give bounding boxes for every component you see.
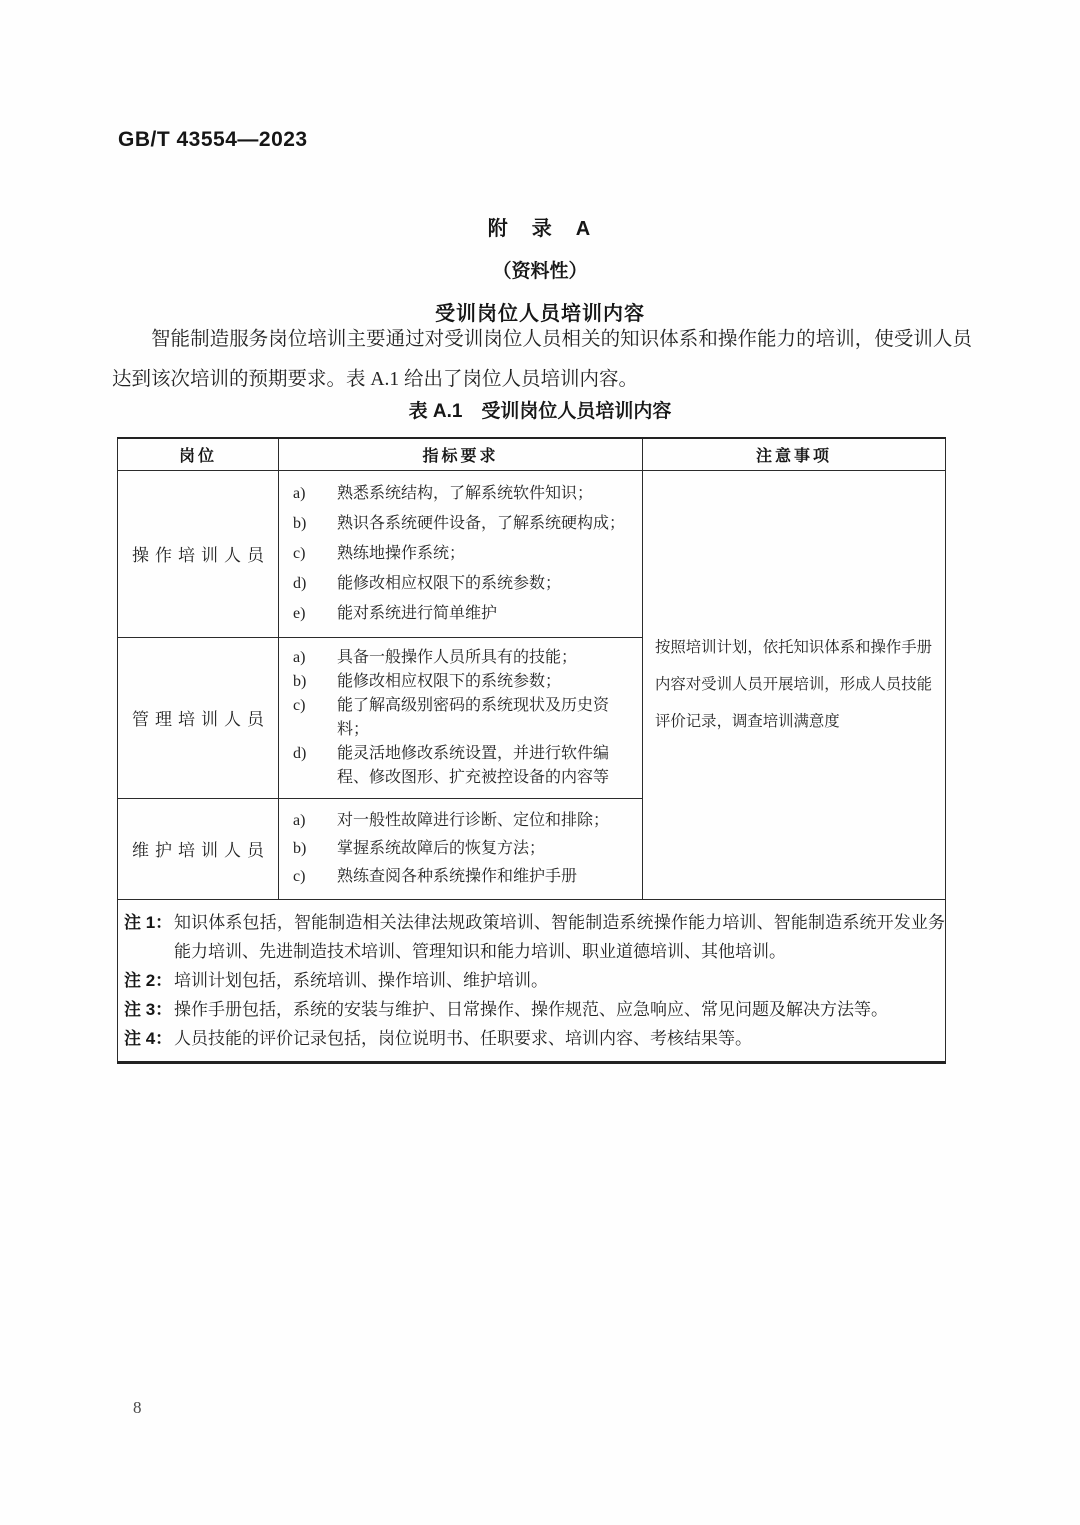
item-text: 能修改相应权限下的系统参数； <box>337 574 562 592</box>
col-header-position: 岗位 <box>118 438 279 470</box>
item-text: 具备一般操作人员所具有的技能； <box>337 648 578 666</box>
item-marker: d) <box>293 574 307 592</box>
table-caption: 表 A.1 受训岗位人员培训内容 <box>408 401 672 422</box>
note-label: 注 4： <box>124 1028 173 1048</box>
note-text: 知识体系包括，智能制造相关法律法规政策培训、智能制造系统操作能力培训、智能制造系统开发业务能力培训、先进制造技术培训、管理知识和能力培训、职业道德培训、其他培训。 <box>174 912 945 961</box>
requirement-item <box>291 646 640 670</box>
intro-paragraph: 智能制造服务岗位培训主要通过对受训岗位人员相关的知识体系和操作能力的培训，使受训人员达到该次培训的预期要求。表 A.1 给出了岗位人员培训内容。 <box>112 329 972 390</box>
item-marker: b) <box>293 839 307 857</box>
row-position-label: 管理培训人员 <box>118 637 279 798</box>
row-position-label: 维护培训人员 <box>118 798 279 899</box>
item-marker: b) <box>293 672 307 690</box>
table-row-operator <box>118 470 946 637</box>
item-marker: a) <box>293 811 306 829</box>
item-text: 熟识各系统硬件设备，了解系统硬构成； <box>337 514 626 532</box>
page-number: 8 <box>133 1398 142 1417</box>
note-item <box>124 1024 945 1053</box>
item-text: 熟悉系统结构，了解系统软件知识； <box>337 484 594 502</box>
requirement-item <box>291 742 640 790</box>
item-text: 熟练地操作系统； <box>337 544 466 562</box>
row-position-label: 操作培训人员 <box>118 470 279 637</box>
requirement-item <box>291 599 640 629</box>
item-marker: a) <box>293 484 306 502</box>
item-text: 能修改相应权限下的系统参数； <box>337 672 562 690</box>
item-text: 对一般性故障进行诊断、定位和排除； <box>337 811 610 829</box>
item-marker: c) <box>293 544 306 562</box>
doc-number: GB/T 43554—2023 <box>118 128 308 151</box>
appendix-heading: 受训岗位人员培训内容 <box>435 303 645 325</box>
col-header-requirements: 指标要求 <box>279 438 643 470</box>
item-marker: a) <box>293 648 306 666</box>
requirement-item <box>291 670 640 694</box>
care-note-text: 按照培训计划，依托知识体系和操作手册内容对受训人员开展培训，形成人员技能评价记录，调查培训满意度 <box>655 639 933 730</box>
item-text: 能了解高级别密码的系统现状及历史资料； <box>337 696 610 738</box>
training-table <box>117 437 946 1064</box>
appendix-title-block <box>0 212 1080 326</box>
requirement-item <box>291 509 640 539</box>
note-label: 注 2： <box>124 970 173 990</box>
item-marker: b) <box>293 514 307 532</box>
item-marker: d) <box>293 744 307 762</box>
note-label: 注 3： <box>124 999 173 1019</box>
item-marker: c) <box>293 696 306 714</box>
care-notes-cell <box>643 470 946 899</box>
requirement-item <box>291 835 640 863</box>
requirement-item <box>291 569 640 599</box>
item-text: 能对系统进行简单维护 <box>337 604 498 622</box>
requirement-item <box>291 694 640 742</box>
requirement-item <box>291 539 640 569</box>
note-label: 注 1： <box>124 912 173 932</box>
appendix-type: （资料性） <box>492 261 588 282</box>
note-item <box>124 908 945 966</box>
note-text: 操作手册包括，系统的安装与维护、日常操作、操作规范、应急响应、常见问题及解决方法等。 <box>174 999 888 1019</box>
notes-cell <box>118 899 946 1062</box>
col-header-care: 注意事项 <box>643 438 946 470</box>
table-header-row <box>118 438 946 470</box>
requirement-item <box>291 479 640 509</box>
requirement-item <box>291 807 640 835</box>
item-text: 掌握系统故障后的恢复方法； <box>337 839 546 857</box>
note-text: 人员技能的评价记录包括，岗位说明书、任职要求、培训内容、考核结果等。 <box>174 1028 752 1048</box>
table-notes-row <box>118 899 946 1062</box>
note-item <box>124 995 945 1024</box>
item-text: 熟练查阅各种系统操作和维护手册 <box>337 867 578 885</box>
requirement-item <box>291 863 640 891</box>
requirements-cell <box>279 798 643 899</box>
item-marker: c) <box>293 867 306 885</box>
note-item <box>124 966 945 995</box>
note-text: 培训计划包括，系统培训、操作培训、维护培训。 <box>174 970 548 990</box>
appendix-title: 附 录 A <box>487 218 593 240</box>
item-marker: e) <box>293 604 306 622</box>
item-text: 能灵活地修改系统设置，并进行软件编程、修改图形、扩充被控设备的内容等 <box>337 744 610 786</box>
requirements-cell <box>279 637 643 798</box>
requirements-cell <box>279 470 643 637</box>
